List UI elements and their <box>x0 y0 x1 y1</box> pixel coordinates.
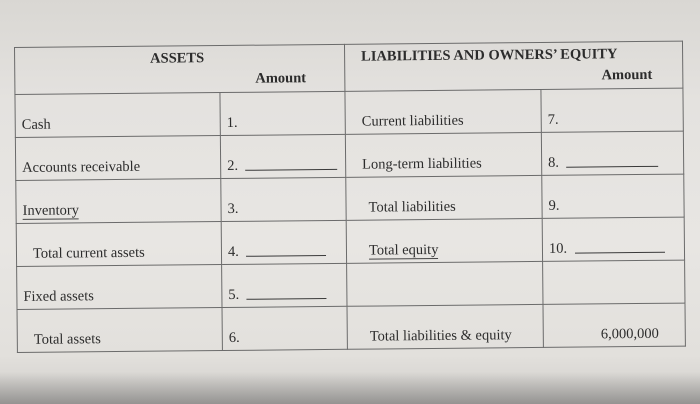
answer-blank-line[interactable] <box>246 297 326 300</box>
liability-num: 8. <box>548 154 560 171</box>
photo-shadow <box>0 372 700 404</box>
liabilities-header: LIABILITIES AND OWNERS’ EQUITY <box>361 46 618 65</box>
asset-amount-cell <box>221 177 346 221</box>
total-value: 6,000,000 <box>600 325 659 343</box>
asset-label: Total current assets <box>32 244 145 262</box>
balance-sheet-table-wrap <box>14 41 685 348</box>
liability-amount-cell <box>543 260 685 304</box>
asset-amount-cell <box>220 91 345 135</box>
asset-amount-cell <box>222 263 347 307</box>
answer-blank-line[interactable] <box>566 165 658 168</box>
liability-label: Long-term liabilities <box>362 155 482 173</box>
asset-amount-cell <box>221 220 346 264</box>
asset-label-cell <box>16 222 221 267</box>
liability-amount-cell <box>542 217 684 261</box>
asset-label-cell <box>17 265 222 310</box>
asset-label: Inventory <box>22 202 80 219</box>
asset-amount-cell <box>222 306 347 350</box>
liability-label: Total equity <box>368 241 439 259</box>
table-row <box>16 174 684 223</box>
liability-num: 9. <box>548 197 560 214</box>
liability-amount-cell <box>541 88 683 132</box>
liability-label: Current liabilities <box>361 112 464 130</box>
table-row <box>17 260 685 309</box>
asset-num: 6. <box>228 329 240 346</box>
asset-label: Total assets <box>33 331 101 348</box>
liability-label-cell <box>347 261 543 306</box>
asset-label-cell <box>15 93 220 138</box>
table-row <box>15 131 683 180</box>
liability-label-cell <box>347 304 543 349</box>
table-row <box>17 303 685 352</box>
answer-blank-line[interactable] <box>245 168 337 171</box>
assets-header-cell <box>15 44 345 94</box>
asset-num: 2. <box>227 157 239 174</box>
liability-num: 10. <box>548 240 568 257</box>
liability-label-cell <box>345 89 541 134</box>
answer-blank-line[interactable] <box>246 254 326 257</box>
liability-amount-cell <box>541 131 683 175</box>
liability-label-cell <box>346 175 542 220</box>
asset-label-cell <box>17 308 222 353</box>
asset-num: 5. <box>228 286 240 303</box>
table-row <box>15 88 683 137</box>
assets-amount-header: Amount <box>255 70 307 87</box>
asset-label-cell <box>15 136 220 181</box>
liability-num: 7. <box>547 111 559 128</box>
asset-num: 3. <box>227 200 239 217</box>
asset-num: 4. <box>227 243 239 260</box>
liability-label-cell <box>345 132 541 177</box>
asset-amount-cell <box>220 134 345 178</box>
liabilities-amount-header: Amount <box>601 66 653 84</box>
liability-label: Total liabilities & equity <box>369 327 512 345</box>
asset-label: Accounts receivable <box>22 158 141 176</box>
balance-sheet-table <box>14 41 686 353</box>
header-row <box>15 41 683 94</box>
asset-num: 1. <box>226 114 238 131</box>
answer-blank-line[interactable] <box>575 251 665 254</box>
liability-amount-cell <box>542 174 684 218</box>
liability-amount-cell <box>543 303 685 347</box>
assets-header: ASSETS <box>150 50 205 67</box>
asset-label-cell <box>16 179 221 224</box>
liability-label-cell <box>346 218 542 263</box>
asset-label: Fixed assets <box>23 288 94 305</box>
table-row <box>16 217 684 266</box>
asset-label: Cash <box>21 116 51 133</box>
liabilities-header-cell <box>344 41 682 91</box>
liability-label: Total liabilities <box>368 198 456 216</box>
